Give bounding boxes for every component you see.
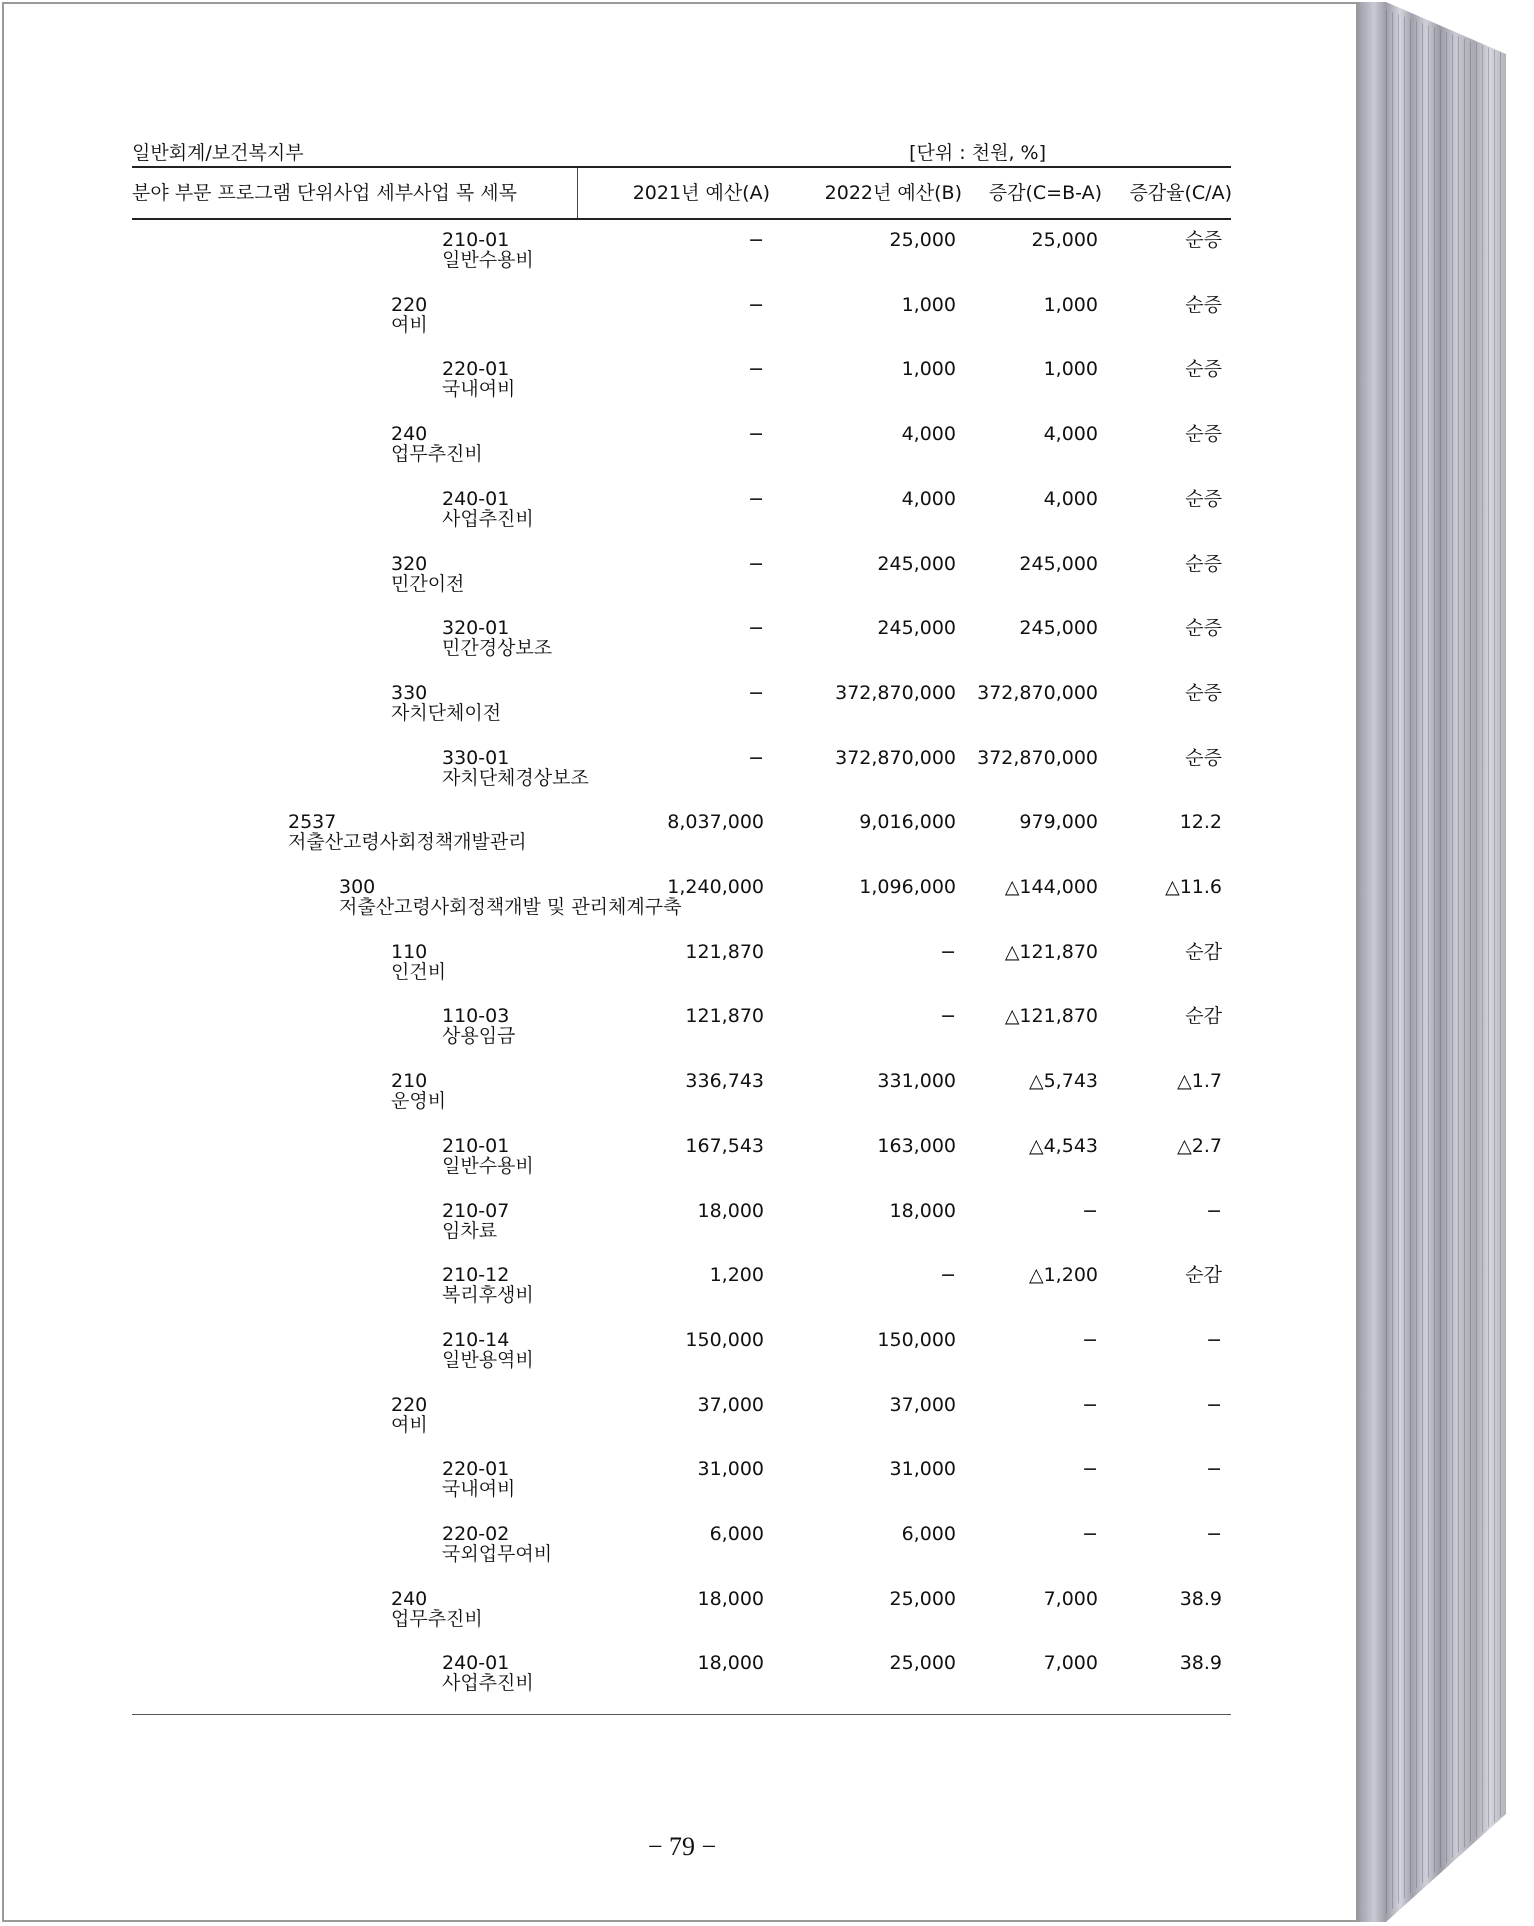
item-code: 210 [391, 1070, 428, 1093]
budget-2021-cell: − [748, 423, 764, 446]
rate-cell: − [1206, 1328, 1222, 1351]
item-name: 자치단체이전 [391, 701, 502, 724]
item-code: 240 [391, 1587, 428, 1610]
table-row [4, 812, 1360, 872]
budget-2022-cell: − [940, 1005, 956, 1028]
rate-cell: △1.7 [1177, 1070, 1222, 1093]
budget-2021-cell: 18,000 [697, 1199, 764, 1222]
budget-2022-cell: 6,000 [901, 1523, 956, 1545]
item-code: 330-01 [442, 746, 510, 769]
item-code: 210-01 [442, 229, 510, 251]
budget-2021-cell: 31,000 [697, 1458, 764, 1481]
item-code: 240-01 [442, 487, 510, 510]
rate-cell: 38.9 [1179, 1652, 1222, 1675]
item-name: 민간이전 [391, 572, 465, 595]
item-code: 320 [391, 552, 428, 575]
rate-cell: 순증 [1185, 293, 1222, 316]
change-cell: 1,000 [1043, 293, 1098, 316]
table-row [4, 230, 1360, 290]
table-row [4, 748, 1360, 808]
rate-cell: 순감 [1185, 1264, 1222, 1287]
rate-cell: △11.6 [1165, 876, 1222, 898]
rate-cell: 순증 [1185, 358, 1222, 381]
budget-2021-cell: 37,000 [697, 1393, 764, 1416]
item-code: 220 [391, 293, 428, 316]
table-row [4, 1459, 1360, 1519]
unit-label: [단위 : 천원, %] [909, 142, 1046, 164]
rate-cell: △2.7 [1177, 1134, 1222, 1157]
budget-2021-cell: − [748, 617, 764, 640]
rate-cell: 순증 [1185, 552, 1222, 575]
change-cell: 4,000 [1043, 423, 1098, 446]
change-cell: △144,000 [1004, 876, 1098, 898]
change-cell: 372,870,000 [977, 746, 1098, 769]
change-cell: △4,543 [1028, 1134, 1098, 1157]
column-header-2021: 2021년 예산(A) [632, 182, 770, 204]
budget-2021-cell: − [748, 229, 764, 251]
item-name: 자치단체경상보조 [442, 766, 589, 789]
item-name: 운영비 [391, 1090, 447, 1113]
budget-2022-cell: 372,870,000 [835, 746, 956, 769]
table-header-rule [132, 218, 1231, 220]
item-code: 210-12 [442, 1264, 510, 1287]
rate-cell: − [1206, 1199, 1222, 1222]
budget-2021-cell: 1,240,000 [667, 876, 764, 898]
item-name: 여비 [391, 313, 428, 336]
rate-cell: 38.9 [1179, 1587, 1222, 1610]
item-name: 저출산고령사회정책개발관리 [288, 831, 527, 854]
item-code: 2537 [288, 811, 337, 834]
change-cell: 372,870,000 [977, 681, 1098, 704]
column-header-change: 증감(C=B-A) [988, 182, 1102, 204]
table-row [4, 877, 1360, 937]
budget-2022-cell: 331,000 [877, 1070, 956, 1093]
budget-2022-cell: 372,870,000 [835, 681, 956, 704]
item-name: 사업추진비 [442, 1672, 534, 1695]
budget-2021-cell: 18,000 [697, 1652, 764, 1675]
table-row [4, 942, 1360, 1002]
item-code: 220-02 [442, 1523, 510, 1545]
budget-2022-cell: − [940, 940, 956, 963]
table-row [4, 1330, 1360, 1390]
change-cell: 245,000 [1019, 617, 1098, 640]
item-code: 320-01 [442, 617, 510, 640]
rate-cell: 순감 [1185, 940, 1222, 963]
table-row [4, 1524, 1360, 1584]
budget-2022-cell: 9,016,000 [859, 811, 956, 834]
item-name: 국내여비 [442, 1478, 516, 1501]
change-cell: △1,200 [1028, 1264, 1098, 1287]
item-name: 일반용역비 [442, 1348, 534, 1371]
table-row [4, 424, 1360, 484]
change-cell: − [1082, 1523, 1098, 1545]
item-name: 국내여비 [442, 378, 516, 401]
rate-cell: 12.2 [1179, 811, 1222, 834]
item-code: 210-07 [442, 1199, 510, 1222]
table-row [4, 1136, 1360, 1196]
change-cell: 7,000 [1043, 1652, 1098, 1675]
change-cell: − [1082, 1393, 1098, 1416]
item-name: 국외업무여비 [442, 1543, 553, 1565]
page-number: − 79 − [647, 1832, 717, 1861]
change-cell: 245,000 [1019, 552, 1098, 575]
item-code: 110 [391, 940, 428, 963]
change-cell: △121,870 [1004, 1005, 1098, 1028]
column-header-2022: 2022년 예산(B) [824, 182, 962, 204]
budget-2022-cell: 1,000 [901, 358, 956, 381]
rate-cell: 순증 [1185, 229, 1222, 251]
budget-2021-cell: − [748, 552, 764, 575]
table-row [4, 618, 1360, 678]
table-row [4, 1589, 1360, 1649]
budget-2021-cell: 121,870 [685, 1005, 764, 1028]
budget-2022-cell: 163,000 [877, 1134, 956, 1157]
budget-2022-cell: − [940, 1264, 956, 1287]
item-code: 300 [339, 876, 376, 898]
budget-2022-cell: 245,000 [877, 617, 956, 640]
table-row [4, 489, 1360, 549]
column-header-rate: 증감율(C/A) [1129, 182, 1232, 204]
change-cell: 4,000 [1043, 487, 1098, 510]
item-code: 220-01 [442, 1458, 510, 1481]
rate-cell: − [1206, 1523, 1222, 1545]
budget-2021-cell: − [748, 487, 764, 510]
change-cell: 1,000 [1043, 358, 1098, 381]
table-top-rule [132, 166, 1231, 168]
item-name: 사업추진비 [442, 507, 534, 530]
item-code: 330 [391, 681, 428, 704]
budget-2022-cell: 150,000 [877, 1328, 956, 1351]
change-cell: 7,000 [1043, 1587, 1098, 1610]
budget-2021-cell: 8,037,000 [667, 811, 764, 834]
rate-cell: 순증 [1185, 487, 1222, 510]
budget-2022-cell: 4,000 [901, 487, 956, 510]
item-name: 일반수용비 [442, 249, 534, 271]
table-row [4, 295, 1360, 355]
table-row [4, 1653, 1360, 1713]
item-name: 상용임금 [442, 1025, 516, 1048]
item-name: 민간경상보조 [442, 637, 553, 660]
item-code: 220-01 [442, 358, 510, 381]
budget-2022-cell: 25,000 [889, 229, 956, 251]
budget-2021-cell: − [748, 746, 764, 769]
item-name: 여비 [391, 1413, 428, 1436]
rate-cell: − [1206, 1458, 1222, 1481]
table-row [4, 1201, 1360, 1261]
change-cell: 979,000 [1019, 811, 1098, 834]
budget-2021-cell: 150,000 [685, 1328, 764, 1351]
table-row [4, 1395, 1360, 1455]
rate-cell: 순증 [1185, 617, 1222, 640]
item-name: 복리후생비 [442, 1284, 534, 1307]
budget-2021-cell: 336,743 [685, 1070, 764, 1093]
rate-cell: 순증 [1185, 681, 1222, 704]
budget-2021-cell: 121,870 [685, 940, 764, 963]
budget-2022-cell: 1,000 [901, 293, 956, 316]
column-header-label: 분야 부문 프로그램 단위사업 세부사업 목 세목 [132, 182, 517, 204]
item-code: 240-01 [442, 1652, 510, 1675]
change-cell: △121,870 [1004, 940, 1098, 963]
item-code: 210-01 [442, 1134, 510, 1157]
section-title: 일반회계/보건복지부 [132, 142, 304, 164]
rate-cell: 순증 [1185, 746, 1222, 769]
table-row [4, 683, 1360, 743]
budget-2022-cell: 25,000 [889, 1652, 956, 1675]
budget-2021-cell: 1,200 [709, 1264, 764, 1287]
change-cell: △5,743 [1028, 1070, 1098, 1093]
rate-cell: 순증 [1185, 423, 1222, 446]
item-name: 업무추진비 [391, 1607, 483, 1630]
budget-2021-cell: 167,543 [685, 1134, 764, 1157]
budget-2022-cell: 31,000 [889, 1458, 956, 1481]
budget-2021-cell: 6,000 [709, 1523, 764, 1545]
change-cell: − [1082, 1458, 1098, 1481]
item-name: 저출산고령사회정책개발 및 관리체계구축 [339, 896, 682, 918]
table-row [4, 554, 1360, 614]
item-name: 임차료 [442, 1219, 498, 1242]
item-code: 210-14 [442, 1328, 510, 1351]
book-page-edge-lines [1386, 10, 1506, 1920]
change-cell: − [1082, 1199, 1098, 1222]
budget-2022-cell: 245,000 [877, 552, 956, 575]
item-code: 220 [391, 1393, 428, 1416]
item-name: 일반수용비 [442, 1154, 534, 1177]
item-code: 240 [391, 423, 428, 446]
budget-2022-cell: 4,000 [901, 423, 956, 446]
budget-2021-cell: − [748, 293, 764, 316]
item-code: 110-03 [442, 1005, 510, 1028]
item-name: 인건비 [391, 960, 447, 983]
table-row [4, 1265, 1360, 1325]
rate-cell: 순감 [1185, 1005, 1222, 1028]
column-header-divider [577, 168, 578, 220]
budget-2021-cell: 18,000 [697, 1587, 764, 1610]
change-cell: − [1082, 1328, 1098, 1351]
change-cell: 25,000 [1031, 229, 1098, 251]
budget-2022-cell: 25,000 [889, 1587, 956, 1610]
table-row [4, 359, 1360, 419]
budget-2021-cell: − [748, 681, 764, 704]
table-bottom-rule [132, 1714, 1231, 1715]
budget-2021-cell: − [748, 358, 764, 381]
table-row [4, 1006, 1360, 1066]
document-page [2, 2, 1358, 1922]
rate-cell: − [1206, 1393, 1222, 1416]
budget-2022-cell: 18,000 [889, 1199, 956, 1222]
budget-2022-cell: 37,000 [889, 1393, 956, 1416]
item-name: 업무추진비 [391, 443, 483, 466]
table-row [4, 1071, 1360, 1131]
budget-2022-cell: 1,096,000 [859, 876, 956, 898]
